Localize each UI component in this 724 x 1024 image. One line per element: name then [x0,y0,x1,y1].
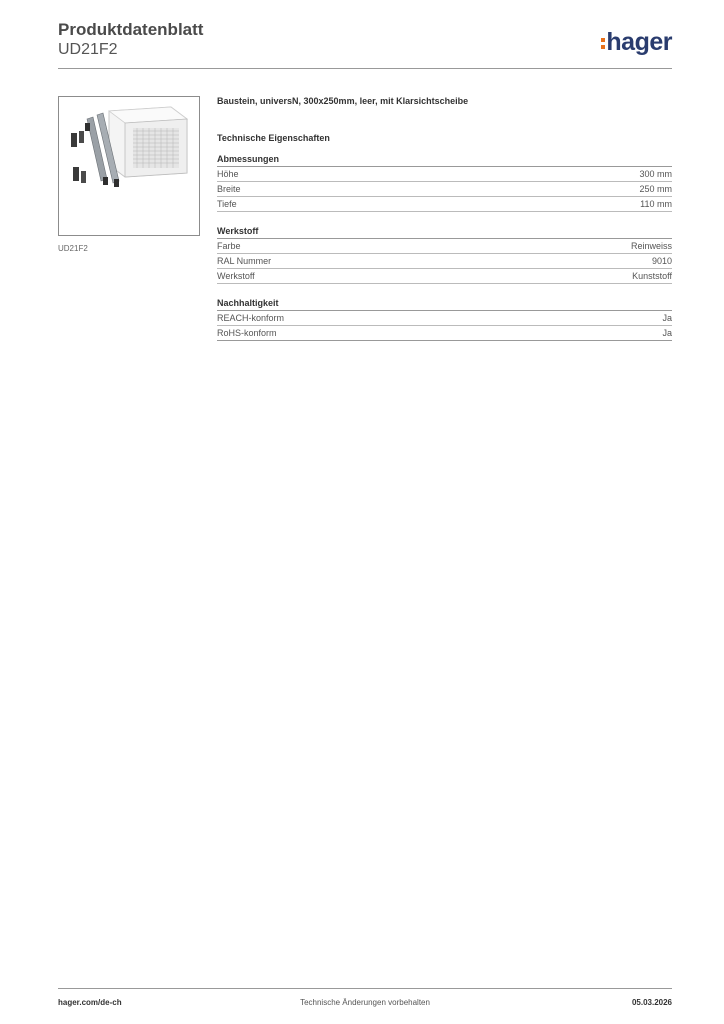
row-label: Tiefe [217,199,237,209]
row-label: Breite [217,184,241,194]
row-label: RoHS-konform [217,328,277,338]
row-label: RAL Nummer [217,256,272,266]
logo-colon-icon [601,35,605,52]
image-caption: UD21F2 [58,244,88,253]
header-divider [58,68,672,69]
group-nachhaltigkeit [217,298,672,341]
table-row [217,167,672,182]
product-content [217,96,672,355]
row-value: 250 mm [639,184,672,194]
row-value: Reinweiss [630,241,672,251]
table-row [217,239,672,254]
row-label: REACH-konform [217,313,285,323]
group-title: Nachhaltigkeit [217,298,672,311]
row-label: Farbe [217,241,241,251]
logo-text: hager [606,28,672,56]
product-description: Baustein, universN, 300x250mm, leer, mit Klarsichtscheibe [217,96,469,106]
row-value: 9010 [651,256,672,266]
table-row [217,326,672,341]
group-abmessungen [217,154,672,212]
product-code: UD21F2 [58,41,118,58]
group-title: Abmessungen [217,154,672,167]
footer-notice: Technische Änderungen vorbehalten [300,998,430,1007]
row-label: Werkstoff [217,271,255,281]
table-row [217,182,672,197]
page-header [58,20,672,68]
section-title: Technische Eigenschaften [217,133,330,143]
page-title: Produktdatenblatt [58,20,204,39]
table-row [217,197,672,212]
row-value: Kunststoff [632,271,672,281]
footer-divider [58,988,672,989]
group-title: Werkstoff [217,226,672,239]
table-row [217,311,672,326]
row-value: 110 mm [640,199,672,209]
row-value: 300 mm [639,169,672,179]
row-value: Ja [662,328,672,338]
product-illustration-icon [59,97,199,235]
footer-website-link[interactable]: hager.com/de-ch [58,998,122,1007]
hager-logo [601,28,672,57]
group-werkstoff [217,226,672,284]
product-image [58,96,200,236]
table-row [217,254,672,269]
row-value: Ja [662,313,672,323]
table-row [217,269,672,284]
row-label: Höhe [217,169,239,179]
footer-date: 05.03.2026 [631,998,672,1007]
